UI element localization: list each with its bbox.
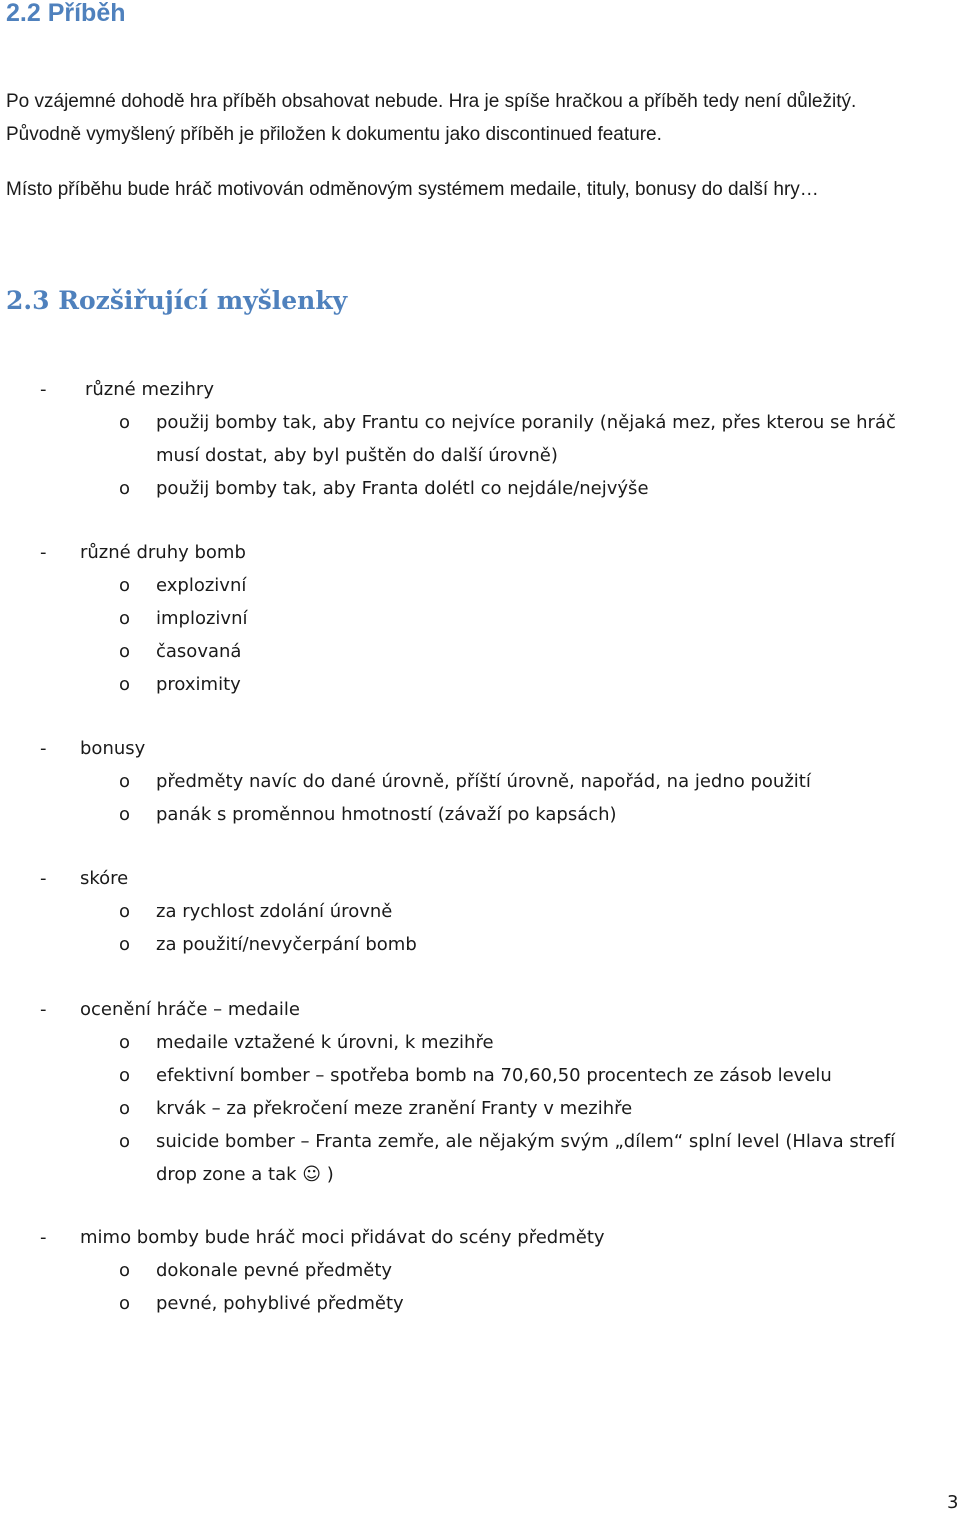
sub-item	[0, 635, 960, 668]
list-label: bonusy	[80, 738, 146, 759]
story-paragraph	[6, 85, 856, 151]
circle-bullet: o	[119, 478, 131, 499]
circle-bullet: o	[119, 934, 131, 955]
sub-item-text: pevné, pohyblivé předměty	[156, 1293, 404, 1314]
sub-item	[0, 765, 960, 798]
circle-bullet: o	[119, 771, 131, 792]
sub-item	[0, 1026, 960, 1059]
sub-item-text: použij bomby tak, aby Franta dolétl co nejdále/nejvýše	[156, 478, 649, 499]
list-item	[0, 732, 960, 765]
sub-item-text: suicide bomber – Franta zemře, ale nějakým svým „dílem“ splní level (Hlava strefí drop zone a tak ☺ )	[156, 1131, 896, 1185]
circle-bullet: o	[119, 1098, 131, 1119]
list-bomb-types	[0, 536, 960, 701]
motivation-paragraph: Místo příběhu bude hráč motivován odměnovým systémem medaile, tituly, bonusy do další hry…	[6, 179, 819, 200]
sub-item-text: předměty navíc do dané úrovně, příští úrovně, napořád, na jedno použití	[156, 771, 811, 792]
list-item	[0, 862, 960, 895]
list-label: skóre	[80, 868, 129, 889]
list-item	[0, 373, 960, 406]
list-scene-objects	[0, 1221, 960, 1320]
list-minigames	[0, 373, 960, 505]
dash-bullet: -	[40, 738, 47, 759]
sub-item	[0, 406, 960, 472]
sub-item	[0, 569, 960, 602]
dash-bullet: -	[40, 868, 47, 889]
sub-item	[0, 668, 960, 701]
list-label: různé druhy bomb	[80, 542, 246, 563]
sub-item	[0, 928, 960, 961]
list-item	[0, 993, 960, 1026]
section-heading-story: 2.2 Příběh	[6, 0, 126, 27]
sub-item	[0, 895, 960, 928]
list-bonuses	[0, 732, 960, 831]
story-line-2: Původně vymyšlený příběh je přiložen k dokumentu jako discontinued feature.	[6, 124, 662, 145]
sub-item	[0, 602, 960, 635]
sub-item-text: proximity	[156, 674, 241, 695]
sub-item-text: medaile vztažené k úrovni, k mezihře	[156, 1032, 494, 1053]
list-medals	[0, 993, 960, 1191]
circle-bullet: o	[119, 1065, 131, 1086]
sub-item-text: použij bomby tak, aby Frantu co nejvíce poranily (nějaká mez, přes kterou se hráč musí dostat, aby byl puštěn do další úrovně)	[156, 412, 896, 466]
sub-item	[0, 1254, 960, 1287]
list-score	[0, 862, 960, 961]
sub-item	[0, 1059, 960, 1092]
sub-item	[0, 1287, 960, 1320]
circle-bullet: o	[119, 1032, 131, 1053]
page-number: 3	[947, 1492, 959, 1513]
list-label: mimo bomby bude hráč moci přidávat do scény předměty	[80, 1227, 605, 1248]
sub-item	[0, 798, 960, 831]
section-heading-ideas: 2.3 Rozšiřující myšlenky	[6, 286, 348, 315]
sub-item	[0, 1092, 960, 1125]
dash-bullet: -	[40, 999, 47, 1020]
circle-bullet: o	[119, 1131, 131, 1152]
list-label: různé mezihry	[85, 379, 214, 400]
sub-item-text: explozivní	[156, 575, 247, 596]
sub-item	[0, 1125, 960, 1191]
sub-item-text: implozivní	[156, 608, 248, 629]
sub-item-text: dokonale pevné předměty	[156, 1260, 393, 1281]
dash-bullet: -	[40, 1227, 47, 1248]
circle-bullet: o	[119, 641, 131, 662]
list-item	[0, 1221, 960, 1254]
circle-bullet: o	[119, 804, 131, 825]
dash-bullet: -	[40, 542, 47, 563]
circle-bullet: o	[119, 575, 131, 596]
circle-bullet: o	[119, 674, 131, 695]
sub-item-text: časovaná	[156, 641, 242, 662]
dash-bullet: -	[40, 379, 47, 400]
list-item	[0, 536, 960, 569]
list-label: ocenění hráče – medaile	[80, 999, 300, 1020]
sub-item-text: panák s proměnnou hmotností (závaží po kapsách)	[156, 804, 617, 825]
circle-bullet: o	[119, 901, 131, 922]
circle-bullet: o	[119, 1260, 131, 1281]
sub-item-text: za rychlost zdolání úrovně	[156, 901, 393, 922]
circle-bullet: o	[119, 1293, 131, 1314]
story-line-1: Po vzájemné dohodě hra příběh obsahovat nebude. Hra je spíše hračkou a příběh tedy není důležitý.	[6, 91, 857, 112]
sub-item-text: krvák – za překročení meze zranění Franty v mezihře	[156, 1098, 633, 1119]
sub-item-text: za použití/nevyčerpání bomb	[156, 934, 417, 955]
circle-bullet: o	[119, 608, 131, 629]
sub-item	[0, 472, 960, 505]
sub-item-text: efektivní bomber – spotřeba bomb na 70,60,50 procentech ze zásob levelu	[156, 1065, 832, 1086]
circle-bullet: o	[119, 412, 131, 433]
